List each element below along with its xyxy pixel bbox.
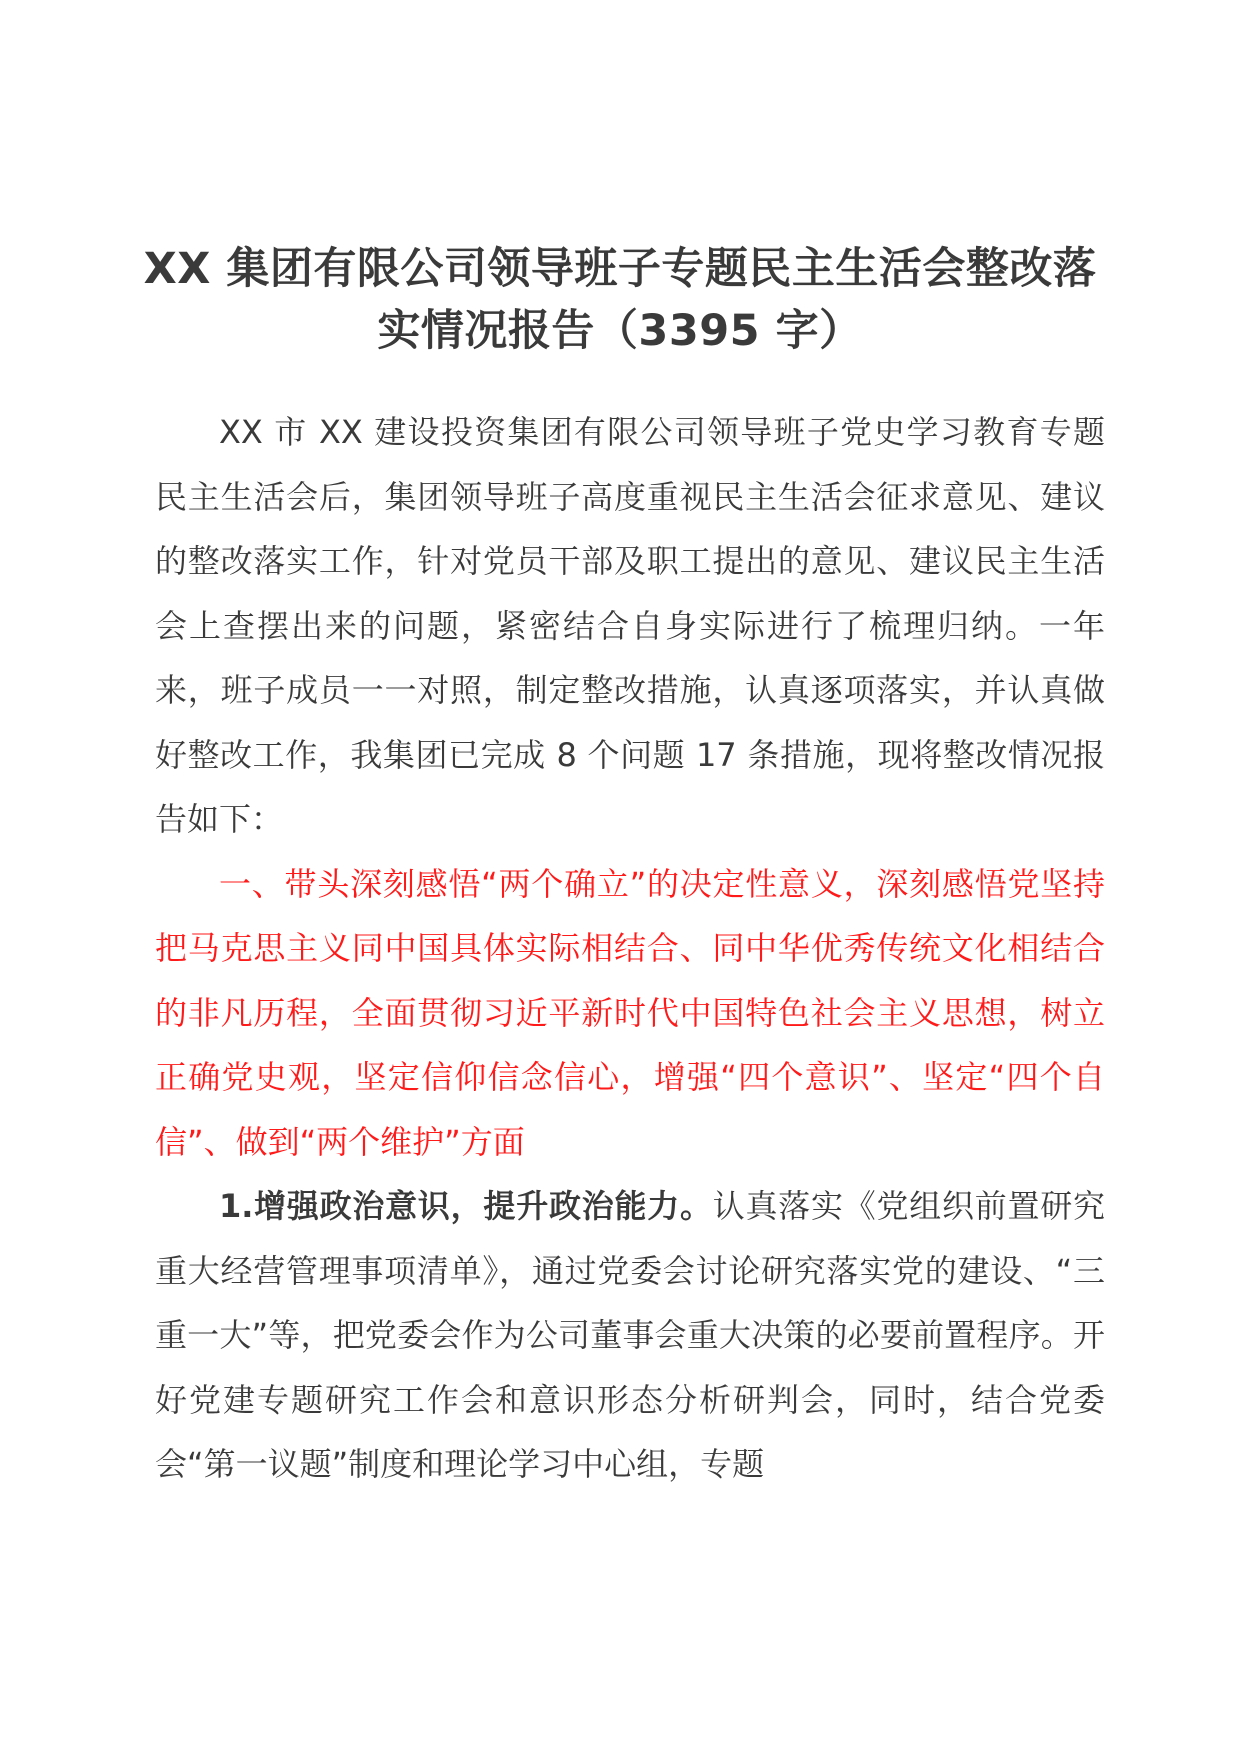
item-body: 认真落实《党组织前置研究重大经营管理事项清单》，通过党委会讨论研究落实党的建设、“三重一大”等，把党委会作为公司董事会重大决策的必要前置程序。开好党建专题研究工作会和意识形态分析研判会，同时，结合党委会“第一议题”制度和理论学习中心组，专题 (155, 1187, 1105, 1483)
document-body (155, 400, 1105, 1497)
item-title: 1.增强政治意识，提升政治能力。 (219, 1187, 713, 1225)
intro-paragraph: XX 市 XX 建设投资集团有限公司领导班子党史学习教育专题民主生活会后，集团领导班子高度重视民主生活会征求意见、建议的整改落实工作，针对党员干部及职工提出的意见、建议民主生活会上查摆出来的问题，紧密结合自身实际进行了梳理归纳。一年来，班子成员一一对照，制定整改措施，认真逐项落实，并认真做好整改工作，我集团已完成 8 个问题 17 条措施，现将整改情况报告如下： (155, 413, 1105, 838)
document-title: XX 集团有限公司领导班子专题民主生活会整改落实情况报告（3395 字） (143, 244, 1097, 356)
item-paragraph (155, 1174, 1105, 1497)
section-heading: 一、带头深刻感悟“两个确立”的决定性意义，深刻感悟党坚持把马克思主义同中国具体实际相结合、同中华优秀传统文化相结合的非凡历程，全面贯彻习近平新时代中国特色社会主义思想，树立正确党史观，坚定信仰信念信心，增强“四个意识”、坚定“四个自信”、做到“两个维护”方面 (155, 864, 1105, 1161)
